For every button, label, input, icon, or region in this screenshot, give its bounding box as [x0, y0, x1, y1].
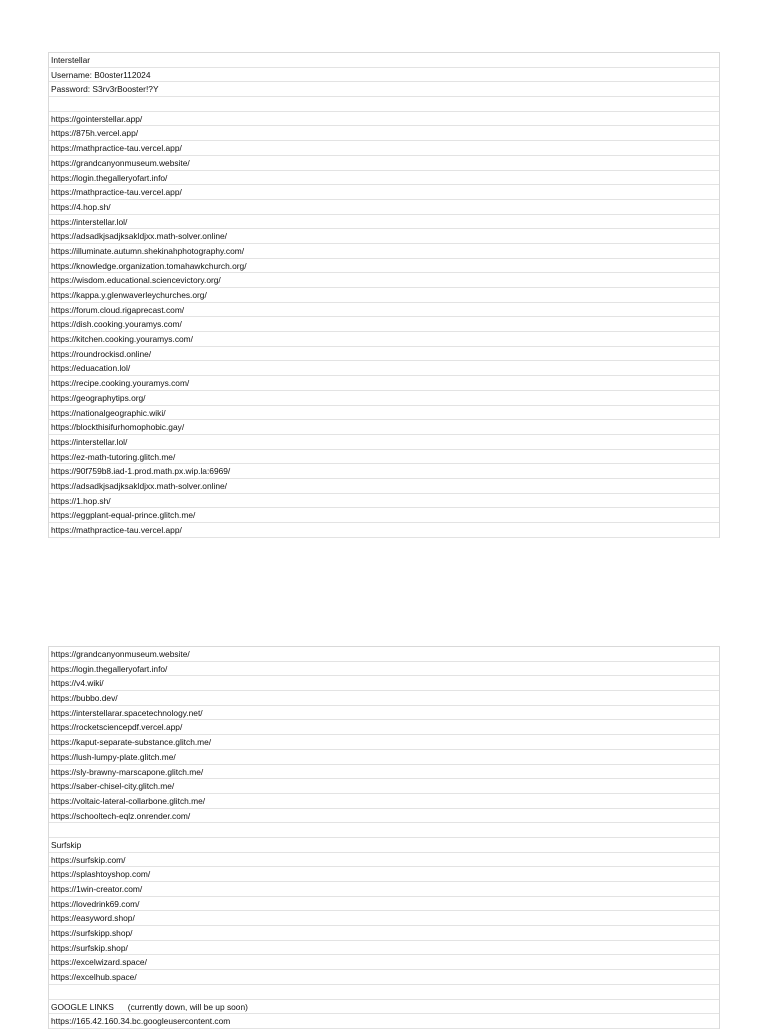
sheet-row: https://1win-creator.com/ — [49, 882, 719, 897]
sheet-row: https://adsadkjsadjksakldjxx.math-solver.online/ — [49, 479, 719, 494]
sheet-row: https://875h.vercel.app/ — [49, 126, 719, 141]
sheet-row: https://sly-brawny-marscapone.glitch.me/ — [49, 765, 719, 780]
sheet-row: https://dish.cooking.youramys.com/ — [49, 317, 719, 332]
sheet-row: https://kitchen.cooking.youramys.com/ — [49, 332, 719, 347]
sheet-row: Interstellar — [49, 53, 719, 68]
sheet-row: https://interstellar.lol/ — [49, 215, 719, 230]
sheet-row: https://4.hop.sh/ — [49, 200, 719, 215]
sheet-row: https://grandcanyonmuseum.website/ — [49, 647, 719, 662]
sheet-row: https://surfskipp.shop/ — [49, 926, 719, 941]
sheet-row: https://eduacation.lol/ — [49, 361, 719, 376]
sheet-row: https://voltaic-lateral-collarbone.glitch.me/ — [49, 794, 719, 809]
sheet-row: https://interstellarar.spacetechnology.net/ — [49, 706, 719, 721]
sheet-row — [49, 985, 719, 1000]
sheet-row: https://knowledge.organization.tomahawkchurch.org/ — [49, 259, 719, 274]
sheet-row: https://90f759b8.iad-1.prod.math.px.wip.la:6969/ — [49, 464, 719, 479]
sheet-row: https://adsadkjsadjksakldjxx.math-solver.online/ — [49, 229, 719, 244]
sheet-row — [49, 97, 719, 112]
sheet-row: https://lovedrink69.com/ — [49, 897, 719, 912]
sheet-row: https://easyword.shop/ — [49, 911, 719, 926]
sheet-row: https://bubbo.dev/ — [49, 691, 719, 706]
sheet-row: https://gointerstellar.app/ — [49, 112, 719, 127]
sheet-row: https://recipe.cooking.youramys.com/ — [49, 376, 719, 391]
sheet-row: https://kaput-separate-substance.glitch.me/ — [49, 735, 719, 750]
sheet-row — [49, 823, 719, 838]
sheet-row: https://geographytips.org/ — [49, 391, 719, 406]
sheet-row: https://surfskip.shop/ — [49, 941, 719, 956]
sheet-row: https://mathpractice-tau.vercel.app/ — [49, 185, 719, 200]
sheet-row: https://login.thegalleryofart.info/ — [49, 662, 719, 677]
sheet-row: https://surfskip.com/ — [49, 853, 719, 868]
sheet-row: https://schooltech-eqlz.onrender.com/ — [49, 809, 719, 824]
sheet-row: https://ez-math-tutoring.glitch.me/ — [49, 450, 719, 465]
sheet-row: https://grandcanyonmuseum.website/ — [49, 156, 719, 171]
sheet-row: https://saber-chisel-city.glitch.me/ — [49, 779, 719, 794]
sheet-row: https://165.42.160.34.bc.googleusercontent.com — [49, 1014, 719, 1029]
sheet-row: GOOGLE LINKS (currently down, will be up soon) — [49, 1000, 719, 1015]
sheet-row: https://eggplant-equal-prince.glitch.me/ — [49, 508, 719, 523]
sheet-row: Password: S3rv3rBooster!?Y — [49, 82, 719, 97]
sheet-row: https://excelwizard.space/ — [49, 955, 719, 970]
sheet-row: https://lush-lumpy-plate.glitch.me/ — [49, 750, 719, 765]
sheet-row: Surfskip — [49, 838, 719, 853]
sheet-row: https://mathpractice-tau.vercel.app/ — [49, 141, 719, 156]
spreadsheet-block-top — [48, 52, 720, 538]
sheet-row: https://rocketsciencepdf.vercel.app/ — [49, 720, 719, 735]
sheet-row: https://excelhub.space/ — [49, 970, 719, 985]
sheet-row: https://splashtoyshop.com/ — [49, 867, 719, 882]
sheet-row: https://forum.cloud.rigaprecast.com/ — [49, 303, 719, 318]
sheet-row: https://interstellar.lol/ — [49, 435, 719, 450]
sheet-row: Username: B0oster112024 — [49, 68, 719, 83]
sheet-row: https://v4.wiki/ — [49, 676, 719, 691]
sheet-row: https://login.thegalleryofart.info/ — [49, 171, 719, 186]
sheet-row: https://mathpractice-tau.vercel.app/ — [49, 523, 719, 538]
sheet-row: https://kappa.y.glenwaverleychurches.org/ — [49, 288, 719, 303]
sheet-row: https://wisdom.educational.sciencevictory.org/ — [49, 273, 719, 288]
sheet-row: https://nationalgeographic.wiki/ — [49, 406, 719, 421]
sheet-row: https://1.hop.sh/ — [49, 494, 719, 509]
sheet-row: https://blockthisifurhomophobic.gay/ — [49, 420, 719, 435]
sheet-row: https://illuminate.autumn.shekinahphotography.com/ — [49, 244, 719, 259]
sheet-row: https://roundrockisd.online/ — [49, 347, 719, 362]
spreadsheet-block-bottom — [48, 646, 720, 1029]
